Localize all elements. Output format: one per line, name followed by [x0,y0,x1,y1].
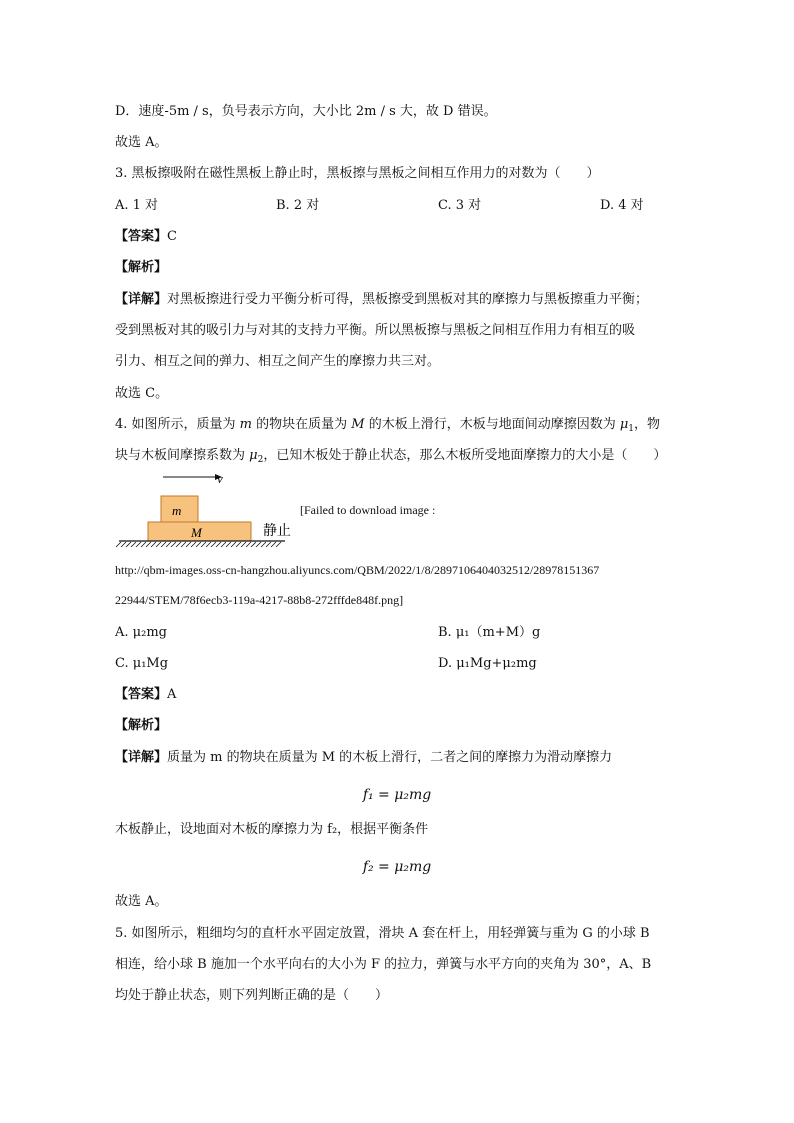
hatch-mark [261,542,266,547]
hatch-mark [221,542,226,547]
option-a: A. 1 对 [115,198,159,213]
ground-hatching [116,542,281,547]
state-label: 静止 [263,523,291,539]
text: 的木板上滑行，木板与地面间动摩擦因数为 [364,417,620,432]
hatch-mark [156,542,161,547]
conclusion-line: 故选 C。 [115,386,169,401]
option-a: A. μ₂mg [115,625,167,640]
detail-line: 木板静止，设地面对木板的摩擦力为 f₂，根据平衡条件 [115,822,429,837]
hatch-mark [256,542,261,547]
hatch-mark [126,542,131,547]
hatch-mark [246,542,251,547]
block-diagram [115,465,305,550]
option-b: B. 2 对 [276,198,320,213]
text-line: 故选 A。 [115,135,168,150]
hatch-mark [211,542,216,547]
hatch-mark [271,542,276,547]
text: ，已知木板处于静止状态，那么木板所受地面摩擦力的大小是（ ） [263,448,667,463]
answer-value: A [167,687,177,702]
detail-line [115,290,648,310]
hatch-mark [191,542,196,547]
option-d: D. μ₁Mg+μ₂mg [438,656,537,671]
var-mu: μ [249,448,258,463]
hatch-mark [186,542,191,547]
question-4 [115,415,660,439]
hatch-mark [166,542,171,547]
hatch-mark [121,542,126,547]
detail-line: 受到黑板对其的吸引力与对其的支持力平衡。所以黑板擦与黑板之间相互作用力有相互的吸 [115,323,636,338]
text: ，物 [634,417,661,432]
subscript: 1 [628,424,635,434]
hatch-mark [131,542,136,547]
analysis-tag: 【解析】 [115,260,168,275]
equation-1: f₁ = μ₂mg [362,787,432,803]
question-3: 3. 黑板擦吸附在磁性黑板上静止时，黑板擦与黑板之间相互作用力的对数为（ ） [115,166,600,181]
hatch-mark [136,542,141,547]
question-5-cont: 相连，给小球 B 施加一个水平向右的大小为 F 的拉力，弹簧与水平方向的夹角为 30°，A、B [115,957,652,972]
question-5: 5. 如图所示，粗细均匀的直杆水平固定放置，滑块 A 套在杆上，用轻弹簧与重为 G 的小球 B [115,926,650,941]
detail-text: 对黑板擦进行受力平衡分析可得，黑板擦受到黑板对其的摩擦力与黑板擦重力平衡； [167,292,649,307]
hatch-mark [161,542,166,547]
question-5-cont: 均处于静止状态，则下列判断正确的是（ ） [115,988,389,1003]
small-block-label: m [172,503,182,518]
hatch-mark [141,542,146,547]
hatch-mark [146,542,151,547]
velocity-label: v [217,471,223,486]
hatch-mark [201,542,206,547]
hatch-mark [226,542,231,547]
image-fail-message: [Failed to download image : [300,503,436,517]
var-M: M [351,417,365,432]
hatch-mark [196,542,201,547]
hatch-mark [266,542,271,547]
hatch-mark [116,542,121,547]
hatch-mark [206,542,211,547]
hatch-mark [236,542,241,547]
large-block-label: M [191,525,202,540]
text: 4. 如图所示，质量为 [115,417,240,432]
option-c: C. 3 对 [438,198,482,213]
answer-line [115,227,177,247]
subscript: 2 [257,455,264,465]
hatch-mark [251,542,256,547]
answer-tag: 【答案】 [115,687,168,702]
equation-2: f₂ = μ₂mg [362,859,432,875]
answer-value: C [167,229,177,244]
conclusion-line: 故选 A。 [115,894,168,909]
text: 的物块在质量为 [252,417,352,432]
hatch-mark [151,542,156,547]
image-url-line: http://qbm-images.oss-cn-hangzhou.aliyuncs.com/QBM/2022/1/8/2897106404032512/28978151367 [115,563,600,577]
hatch-mark [276,542,281,547]
image-url-line: 22944/STEM/78f6ecb3-119a-4217-88b8-272fffde848f.png] [115,593,404,607]
var-m: m [239,417,252,432]
text: 块与木板间摩擦系数为 [115,448,250,463]
hatch-mark [216,542,221,547]
detail-tag: 【详解】 [115,750,168,765]
option-c: C. μ₁Mg [115,656,169,671]
option-d: D. 4 对 [600,198,644,213]
detail-text: 质量为 m 的物块在质量为 M 的木板上滑行，二者之间的摩擦力为滑动摩擦力 [167,750,613,765]
detail-tag: 【详解】 [115,292,168,307]
text-line: D．速度-5m / s，负号表示方向，大小比 2m / s 大，故 D 错误。 [115,104,497,119]
detail-line [115,748,612,768]
hatch-mark [231,542,236,547]
answer-tag: 【答案】 [115,229,168,244]
hatch-mark [241,542,246,547]
detail-line: 引力、相互之间的弹力、相互之间产生的摩擦力共三对。 [115,354,441,369]
hatch-mark [171,542,176,547]
analysis-tag: 【解析】 [115,718,168,733]
var-mu: μ [619,417,629,432]
option-b: B. μ₁（m+M）g [438,625,541,640]
hatch-mark [181,542,186,547]
hatch-mark [176,542,181,547]
answer-line [115,685,176,705]
